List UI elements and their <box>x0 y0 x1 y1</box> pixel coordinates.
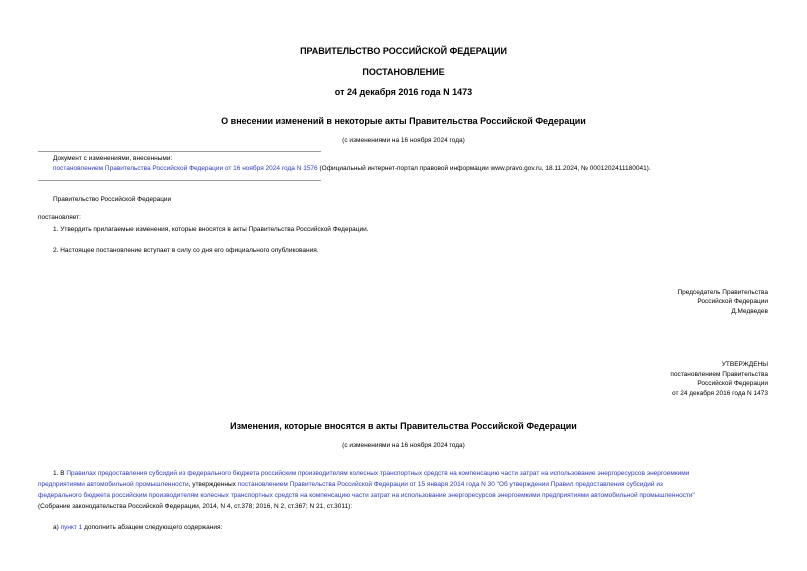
approved-by-text: , утвержденных <box>188 481 238 488</box>
approved-heading: УТВЕРЖДЕНЫ <box>721 361 768 368</box>
subparagraph-a <box>53 524 222 531</box>
annex-paragraph-1-line-4: (Собрание законодательства Российской Федерации, 2014, N 4, ст.378; 2016, N 2, ст.367; N 21, ст.3011): <box>38 503 353 510</box>
item-1: 1. Утвердить прилагаемые изменения, которые вносятся в акты Правительства Российской Федерации. <box>53 226 369 233</box>
document-title: О внесении изменений в некоторые акты Правительства Российской Федерации <box>221 116 586 126</box>
signature-name: Д.Медведев <box>731 308 768 315</box>
signature-country: Российской Федерации <box>697 298 768 305</box>
rules-link-continued[interactable]: предприятиями автомобильной промышленности <box>38 481 189 488</box>
rules-link[interactable]: Правилах предоставления субсидий из федерального бюджета российским производителям колесных транспортных средств на компенсацию части затрат на использование энергоресурсов энергоемкими <box>66 470 690 477</box>
approved-by: постановлением Правительства <box>670 371 768 378</box>
resolves: постановляет: <box>38 214 81 221</box>
changes-label: Документ с изменениями, внесенными: <box>53 155 173 162</box>
document-type: ПОСТАНОВЛЕНИЕ <box>362 67 445 77</box>
government-heading: ПРАВИТЕЛЬСТВО РОССИЙСКОЙ ФЕДЕРАЦИИ <box>300 46 507 56</box>
issuer: Правительство Российской Федерации <box>53 196 172 203</box>
item-2: 2. Настоящее постановление вступает в силу со дня его официального опубликования. <box>53 247 319 254</box>
resolution-link-continued[interactable]: федерального бюджета российским производителям колесных транспортных средств на компенсацию части затрат на использование энергоресурсов энергоемкими предприятиями автомобильной промышленности" <box>38 492 695 499</box>
divider-bottom <box>38 180 321 181</box>
amending-act-link[interactable]: постановлением Правительства Российской Федерации от 16 ноября 2024 года N 1576 <box>53 165 318 172</box>
subparagraph-a-prefix: а) <box>53 524 61 531</box>
amending-act-source: (Официальный интернет-портал правовой информации www.pravo.gov.ru, 18.11.2024, № 0001202411180041). <box>317 165 651 172</box>
changes-line <box>53 165 651 172</box>
annex-title: Изменения, которые вносятся в акты Правительства Российской Федерации <box>230 421 577 431</box>
annex-paragraph-1-line-2 <box>38 481 663 488</box>
annex-paragraph-1-line-3 <box>38 492 695 499</box>
annex-paragraph-1-line-1 <box>53 470 689 477</box>
annex-amended-note: (с изменениями на 16 ноября 2024 года) <box>342 442 465 449</box>
signature-position: Председатель Правительства <box>677 289 768 296</box>
subparagraph-a-text: дополнить абзацем следующего содержания: <box>82 524 223 531</box>
document-date-number: от 24 декабря 2016 года N 1473 <box>334 87 473 97</box>
amended-note: (с изменениями на 16 ноября 2024 года) <box>342 137 465 144</box>
approved-country: Российской Федерации <box>697 380 768 387</box>
divider-top <box>38 151 321 152</box>
paragraph-1-prefix: 1. В <box>53 470 67 477</box>
point-1-link[interactable]: пункт 1 <box>60 524 83 531</box>
resolution-link[interactable]: постановлением Правительства Российской Федерации от 15 января 2014 года N 30 "Об утверждении Правил предоставления субсидий из <box>237 481 663 488</box>
approved-date: от 24 декабря 2016 года N 1473 <box>671 390 768 397</box>
